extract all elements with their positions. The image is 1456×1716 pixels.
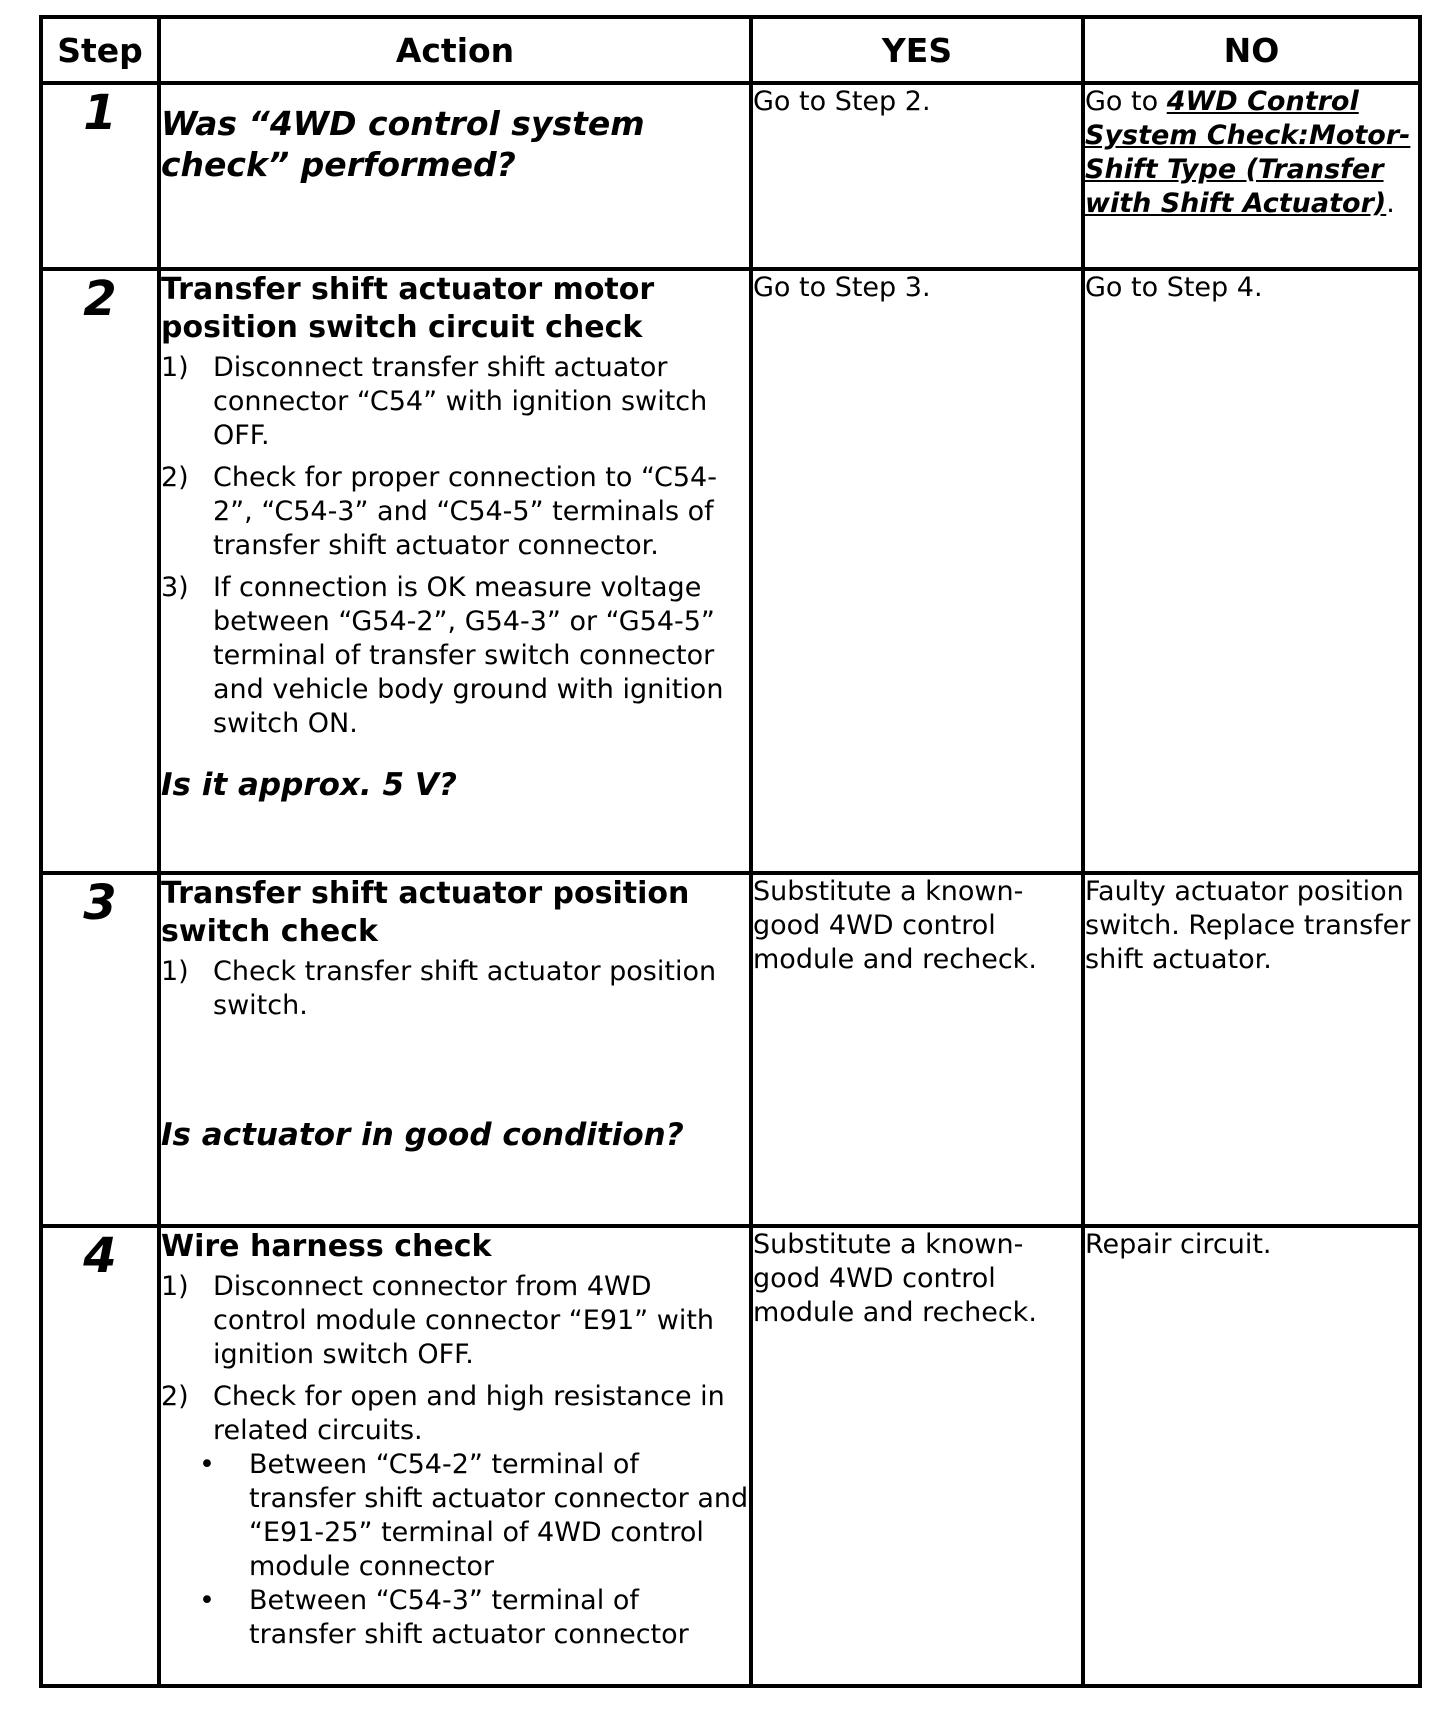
yes-cell: Substitute a known-good 4WD control module and recheck. <box>751 873 1083 1226</box>
step-number: 4 <box>41 1226 159 1686</box>
no-suffix: . <box>1386 188 1395 219</box>
bullet-item: • Between “C54-2” terminal of transfer shift actuator connector and “E91-25” terminal of 4WD control module connector <box>199 1449 749 1582</box>
list-item: 1) Disconnect transfer shift actuator connector “C54” with ignition switch OFF. <box>161 352 708 451</box>
diagnostic-table <box>39 15 1422 1688</box>
table-row <box>41 873 1420 1226</box>
no-cell: Faulty actuator position switch. Replace transfer shift actuator. <box>1083 873 1420 1226</box>
substep-list <box>161 1270 749 1652</box>
step-number: 1 <box>41 83 159 269</box>
yes-cell: Go to Step 2. <box>751 83 1083 269</box>
header-no: NO <box>1083 17 1420 83</box>
bullet-list <box>199 1448 749 1652</box>
list-item: 2) Check for proper connection to “C54-2”, “C54-3” and “C54-5” terminals of transfer shift actuator connector. <box>161 462 717 561</box>
action-cell <box>159 269 751 873</box>
yes-cell: Substitute a known-good 4WD control module and recheck. <box>751 1226 1083 1686</box>
substep-list <box>161 351 749 741</box>
step-title: Transfer shift actuator motor position switch circuit check <box>161 272 655 345</box>
step-number: 3 <box>41 873 159 1226</box>
table-row <box>41 83 1420 269</box>
action-cell <box>159 873 751 1226</box>
no-cell: Repair circuit. <box>1083 1226 1420 1686</box>
list-item: 2) Check for open and high resistance in related circuits. • Between “C54-2” terminal of transfer shift actuator connector and “E91-25” terminal of 4WD control module connector • Between “C54-3” terminal of transfer shift actuator connector <box>161 1381 749 1650</box>
no-cell: Go to Step 4. <box>1083 269 1420 873</box>
check-procedure-link[interactable]: 4WD Control System Check:Motor-Shift Type (Transfer with Shift Actuator) <box>1085 86 1411 219</box>
step-title: Wire harness check <box>161 1229 492 1264</box>
header-yes: YES <box>751 17 1083 83</box>
table-row <box>41 269 1420 873</box>
no-prefix: Go to <box>1085 86 1159 117</box>
substep-list <box>161 955 749 1023</box>
table-row <box>41 1226 1420 1686</box>
step-question: Is actuator in good condition? <box>161 1117 684 1153</box>
header-action: Action <box>159 17 751 83</box>
step-question: Is it approx. 5 V? <box>161 767 457 803</box>
step-number: 2 <box>41 269 159 873</box>
list-item: 1) Check transfer shift actuator position switch. <box>161 956 717 1021</box>
list-item: 1) Disconnect connector from 4WD control module connector “E91” with ignition switch OFF. <box>161 1271 715 1370</box>
list-item: 3) If connection is OK measure voltage between “G54-2”, G54-3” or “G54-5” terminal of transfer switch connector and vehicle body ground with ignition switch ON. <box>161 572 724 739</box>
no-cell <box>1083 83 1420 269</box>
step-title: Transfer shift actuator position switch check <box>161 876 690 949</box>
step-question: Was “4WD control system check” performed? <box>161 104 645 184</box>
action-cell <box>159 1226 751 1686</box>
action-cell <box>159 83 751 269</box>
header-row <box>41 17 1420 83</box>
header-step: Step <box>41 17 159 83</box>
bullet-item: • Between “C54-3” terminal of transfer shift actuator connector <box>199 1585 689 1650</box>
yes-cell: Go to Step 3. <box>751 269 1083 873</box>
